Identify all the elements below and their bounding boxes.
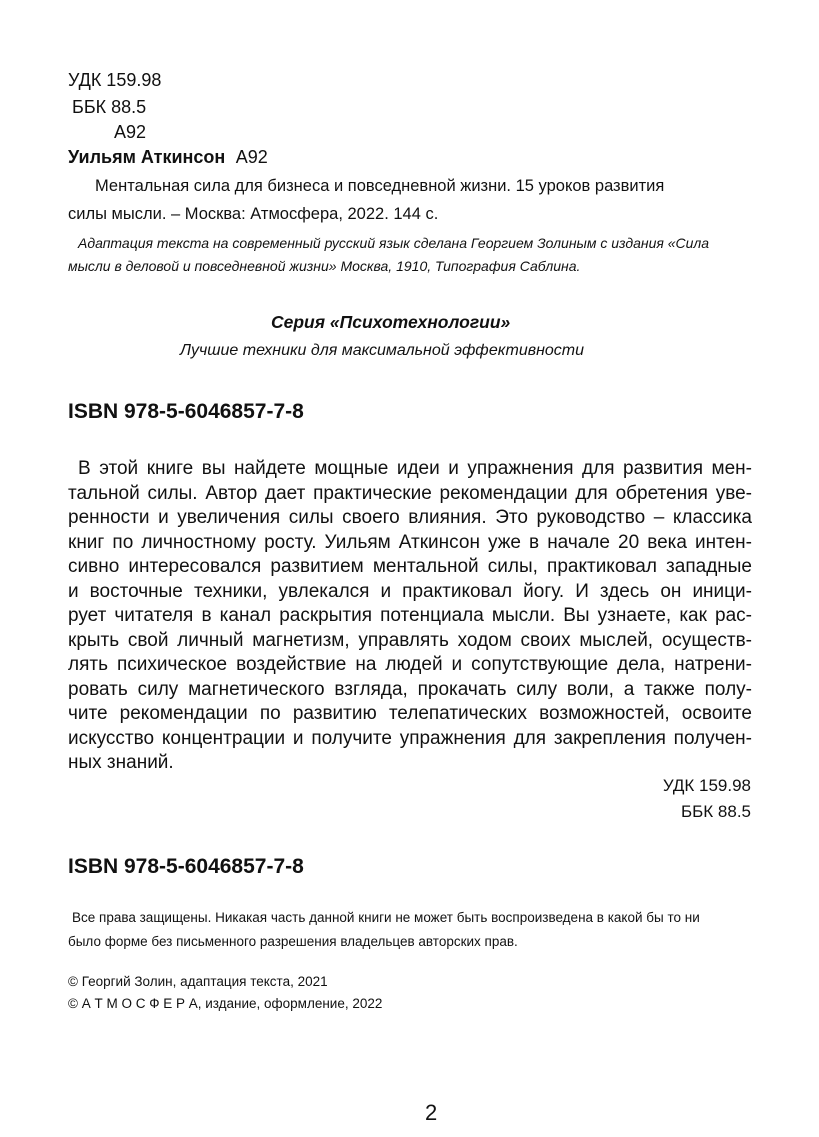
annotation-line: ровать силу магнетического взгляда, прокачать силу воли, а также полу- [68,679,752,700]
rights-line-2: было форме без письменного разрешения владельцев авторских прав. [68,934,518,949]
annotation-line: тальной силы. Автор дает практические рекомендации для обретения уве- [68,483,752,504]
annotation-line: сивно интересовался развитием ментальной силы, практиковал западные [68,556,752,577]
bbk-code: ББК 88.5 [72,97,147,117]
isbn-bottom: ISBN 978-5-6046857-7-8 [68,855,304,878]
reference-line-2: силы мысли. – Москва: Атмосфера, 2022. 144 с. [68,205,439,223]
reference-line-1: Ментальная сила для бизнеса и повседневной жизни. 15 уроков развития [95,177,665,195]
author-mark: А92 [114,122,147,142]
annotation-line: чите рекомендации по развитию телепатических возможностей, освоите [68,703,752,724]
author-name: Уильям Аткинсон [68,147,226,167]
author-code: А92 [235,147,268,167]
annotation-line: В этой книге вы найдете мощные идеи и упражнения для развития мен- [78,458,752,479]
series-title: Серия «Психотехнологии» [271,312,511,332]
udk-code: УДК 159.98 [68,70,162,90]
annotation-line: крыть свой личный магнетизм, управлять ходом своих мыслей, осуществ- [68,630,752,651]
annotation-line: и восточные техники, увлекался и практиковал йогу. И здесь он иници- [68,581,752,602]
isbn-top: ISBN 978-5-6046857-7-8 [68,400,304,423]
page-number: 2 [425,1100,438,1125]
copyright-line-2: © А Т М О С Ф Е Р А, издание, оформление, 2022 [68,996,383,1011]
series-tagline: Лучшие техники для максимальной эффективности [180,342,584,359]
annotation-line: книг по личностному росту. Уильям Аткинсон уже в начале 20 века интен- [68,532,752,553]
annotation-line: ных знаний. [68,752,174,773]
copyright-line-1: © Георгий Золин, адаптация текста, 2021 [68,974,328,989]
author-line [68,147,268,168]
adaptation-line-1: Адаптация текста на современный русский язык сделана Георгием Золиным с издания «Сила [78,235,710,251]
rights-line-1: Все права защищены. Никакая часть данной книги не может быть воспроизведена в какой бы то ни [72,910,700,925]
annotation-line: ренности и увеличения силы своего влияния. Это руководство – классика [68,507,752,528]
udk-code-right: УДК 159.98 [662,776,751,795]
annotation-line: искусство концентрации и получите упражнения для закрепления получен- [68,728,752,749]
annotation-line: лять психическое воздействие на людей и сопутствующие дела, натрени- [68,654,752,675]
adaptation-line-2: мысли в деловой и повседневной жизни» Москва, 1910, Типография Саблина. [68,258,581,274]
bbk-code-right: ББК 88.5 [680,802,751,821]
annotation-line: рует читателя в канал раскрытия потенциала мысли. Вы узнаете, как рас- [68,605,752,626]
